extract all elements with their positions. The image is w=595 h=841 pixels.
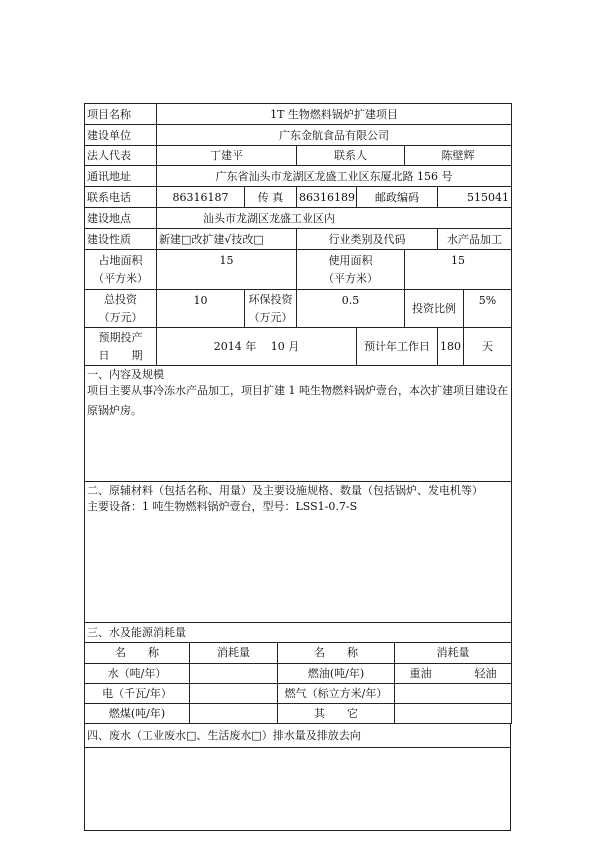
industry-value: 水产品加工 bbox=[438, 229, 512, 250]
electricity-value bbox=[190, 683, 278, 703]
industry-label: 行业类别及代码 bbox=[297, 229, 438, 250]
land-area-label bbox=[85, 250, 157, 290]
row-invest bbox=[85, 290, 512, 328]
electricity-label: 电（千瓦/年） bbox=[85, 683, 190, 703]
row-schedule bbox=[85, 328, 512, 366]
wastewater-title: 四、废水（工业废水□、生活废水□）排水量及排放去向 bbox=[85, 724, 511, 748]
report-form bbox=[84, 103, 511, 831]
schedule-label-line1: 预期投产 bbox=[98, 330, 143, 344]
energy-row-coal bbox=[85, 703, 512, 723]
site-value: 汕头市龙湖区龙盛工业区内 bbox=[157, 208, 512, 229]
row-nature bbox=[85, 229, 512, 250]
ratio-value: 5% bbox=[464, 290, 512, 328]
section-content-scale bbox=[85, 366, 512, 482]
nature-label: 建设性质 bbox=[85, 229, 157, 250]
invest-label bbox=[85, 290, 157, 328]
env-invest-value: 0.5 bbox=[297, 290, 405, 328]
content-scale-title: 一、内容及规模 bbox=[87, 368, 164, 381]
use-area-label-line1: 使用面积 bbox=[328, 253, 373, 267]
energy-header-name2: 名 称 bbox=[278, 643, 395, 663]
heavy-oil-label: 重油 bbox=[409, 666, 432, 680]
land-area-label-line2: （平方米） bbox=[93, 271, 148, 285]
land-area-label-line1: 占地面积 bbox=[98, 253, 143, 267]
row-area bbox=[85, 250, 512, 290]
fax-label: 传 真 bbox=[245, 187, 297, 208]
wastewater-body-row bbox=[85, 748, 511, 831]
fax-value: 86316189 bbox=[297, 187, 357, 208]
project-name-label: 项目名称 bbox=[85, 104, 157, 125]
zip-value: 515041 bbox=[438, 187, 512, 208]
address-value: 广东省汕头市龙湖区龙盛工业区东厦北路 156 号 bbox=[157, 166, 512, 187]
work-days-label: 预计年工作日 bbox=[357, 328, 438, 366]
materials-body: 主要设备：1 吨生物燃料锅炉壹台，型号：LSS1-0.7-S bbox=[87, 500, 358, 513]
nature-value: 新建□改扩建√技改□ bbox=[157, 229, 297, 250]
use-area-label-line2: （平方米） bbox=[323, 271, 378, 285]
energy-header-use1: 消耗量 bbox=[190, 643, 278, 663]
use-area-label bbox=[297, 250, 405, 290]
use-area-value: 15 bbox=[405, 250, 512, 290]
phone-label: 联系电话 bbox=[85, 187, 157, 208]
invest-label-line1: 总投资 bbox=[104, 292, 137, 306]
contact-label: 联系人 bbox=[297, 146, 405, 166]
wastewater-body bbox=[85, 748, 511, 831]
builder-value: 广东金航食品有限公司 bbox=[157, 125, 512, 146]
wastewater-table bbox=[84, 724, 511, 832]
energy-row-water bbox=[85, 663, 512, 683]
energy-row-electricity bbox=[85, 683, 512, 703]
invest-label-line2: （万元） bbox=[98, 310, 143, 324]
other-label: 其 它 bbox=[278, 703, 395, 723]
address-label: 通讯地址 bbox=[85, 166, 157, 187]
row-phone bbox=[85, 187, 512, 208]
schedule-value: 2014 年 10 月 bbox=[157, 328, 357, 366]
schedule-label-line2: 日 期 bbox=[98, 348, 143, 362]
section-energy-title-row bbox=[85, 623, 512, 643]
builder-label: 建设单位 bbox=[85, 125, 157, 146]
section-materials bbox=[85, 482, 512, 623]
site-label: 建设地点 bbox=[85, 208, 157, 229]
coal-label: 燃煤(吨/年) bbox=[85, 703, 190, 723]
content-scale-cell bbox=[85, 366, 512, 482]
row-address bbox=[85, 166, 512, 187]
light-oil-label: 轻油 bbox=[474, 666, 497, 680]
ratio-label: 投资比例 bbox=[405, 290, 464, 328]
row-legal bbox=[85, 146, 512, 166]
project-name-value: 1T 生物燃料锅炉扩建项目 bbox=[157, 104, 512, 125]
legal-label: 法人代表 bbox=[85, 146, 157, 166]
row-project-name bbox=[85, 104, 512, 125]
coal-value bbox=[190, 703, 278, 723]
materials-cell bbox=[85, 482, 512, 623]
oil-types bbox=[395, 663, 512, 683]
work-days-unit: 天 bbox=[464, 328, 512, 366]
project-info-table bbox=[84, 103, 512, 643]
env-invest-label-line2: （万元） bbox=[248, 310, 293, 324]
energy-header-name1: 名 称 bbox=[85, 643, 190, 663]
energy-table bbox=[84, 643, 512, 724]
zip-label: 邮政编码 bbox=[357, 187, 438, 208]
energy-title: 三、水及能源消耗量 bbox=[85, 623, 512, 643]
land-area-value: 15 bbox=[157, 250, 297, 290]
other-value bbox=[395, 703, 512, 723]
legal-value: 丁建平 bbox=[157, 146, 297, 166]
row-site bbox=[85, 208, 512, 229]
energy-header-row bbox=[85, 643, 512, 663]
phone-value: 86316187 bbox=[157, 187, 245, 208]
water-label: 水（吨/年） bbox=[85, 663, 190, 683]
gas-label: 燃气（标立方米/年） bbox=[278, 683, 395, 703]
section-wastewater bbox=[85, 724, 511, 748]
schedule-label bbox=[85, 328, 157, 366]
energy-header-use2: 消耗量 bbox=[395, 643, 512, 663]
gas-value bbox=[395, 683, 512, 703]
row-builder bbox=[85, 125, 512, 146]
env-invest-label-line1: 环保投资 bbox=[248, 292, 293, 306]
content-scale-body: 项目主要从事冷冻水产品加工，项目扩建 1 吨生物燃料锅炉壹台，本次扩建项目建设在原锅炉房。 bbox=[87, 384, 508, 417]
contact-value: 陈壁辉 bbox=[405, 146, 512, 166]
env-invest-label bbox=[245, 290, 297, 328]
invest-value: 10 bbox=[157, 290, 245, 328]
materials-title: 二、原辅材料（包括名称、用量）及主要设施规格、数量（包括锅炉、发电机等） bbox=[87, 484, 483, 497]
water-value bbox=[190, 663, 278, 683]
fuel-oil-label: 燃油(吨/年) bbox=[278, 663, 395, 683]
work-days-value: 180 bbox=[438, 328, 464, 366]
